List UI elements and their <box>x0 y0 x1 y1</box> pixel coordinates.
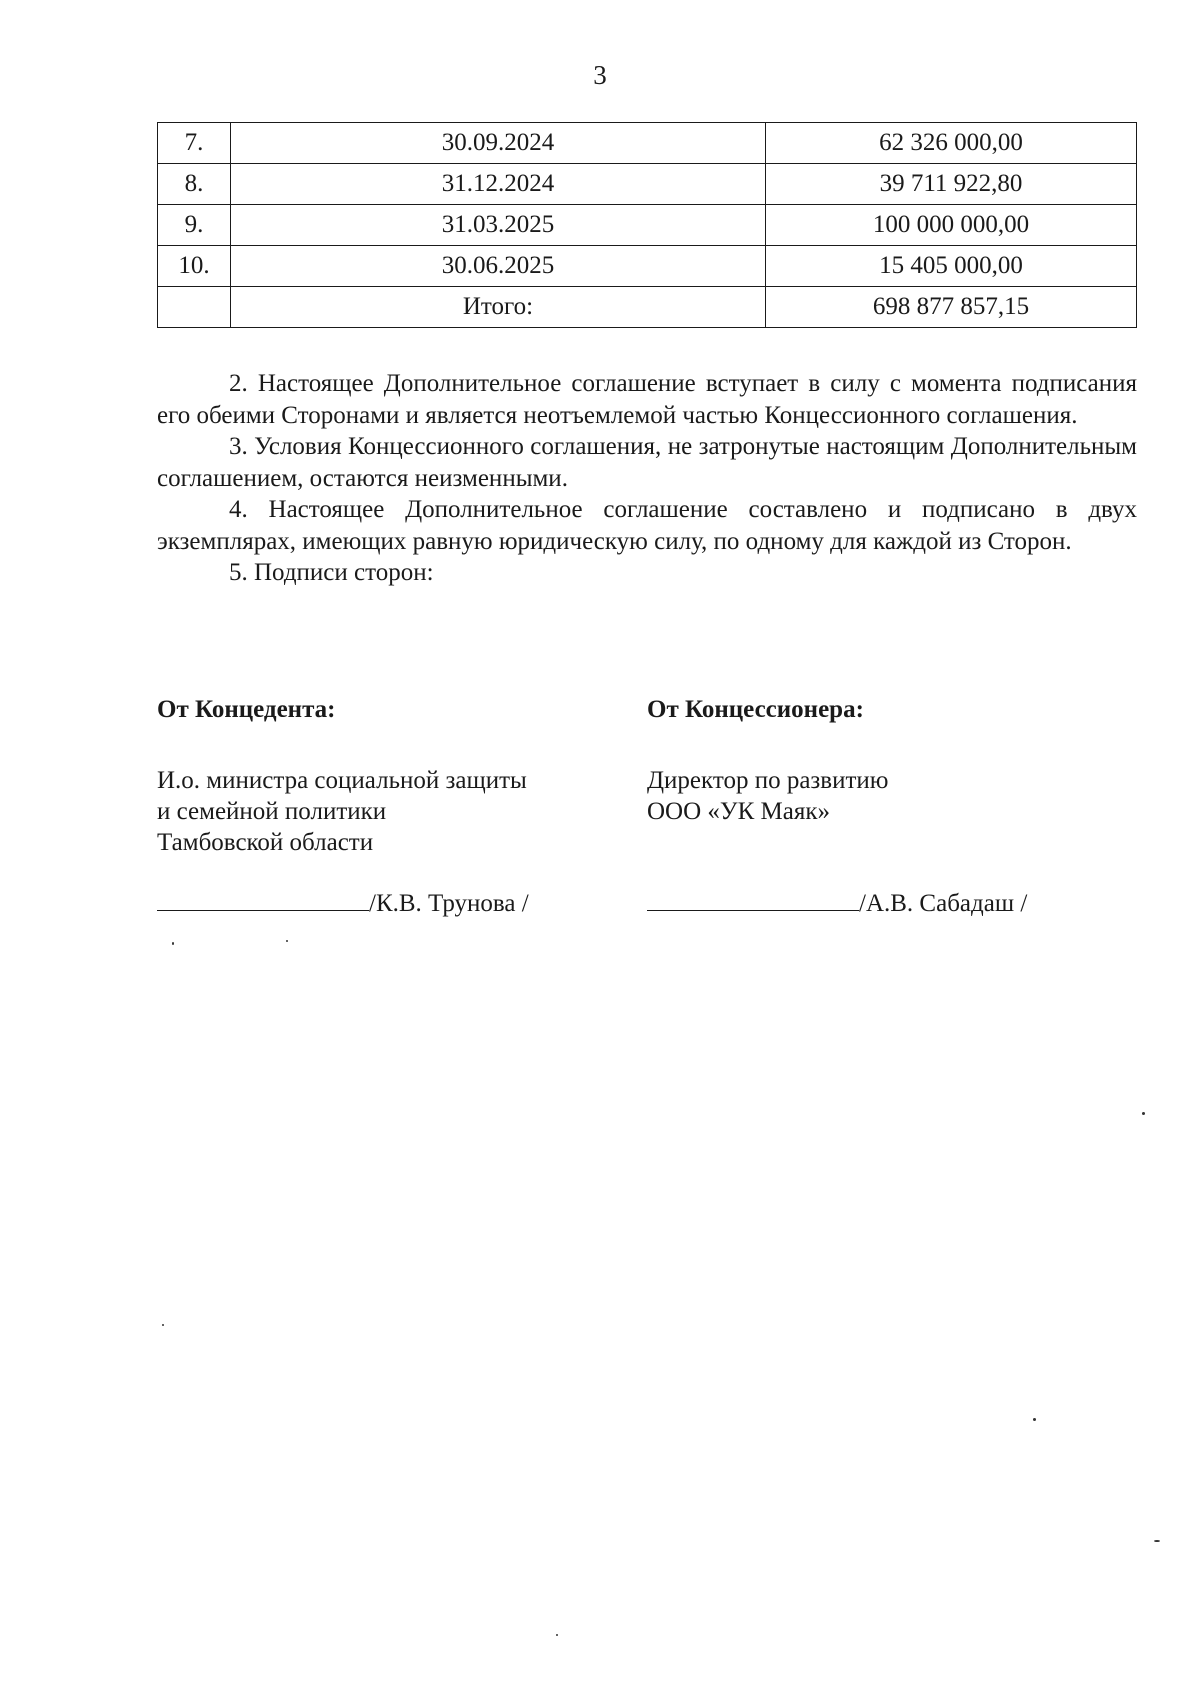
grantor-role <box>157 765 627 858</box>
row-amount: 15 405 000,00 <box>766 246 1137 287</box>
grantor-role-line: и семейной политики <box>157 798 387 825</box>
row-number: 10. <box>158 246 231 287</box>
clause-4: 4. Настоящее Дополнительное соглашение составлено и подписано в двух экземплярах, имеющих равную юридическую силу, по одному для каждой из Сторон. <box>157 496 1137 555</box>
table-total-row <box>158 287 1137 328</box>
grantor-role-line: И.о. министра социальной защиты <box>157 767 527 794</box>
scan-speck <box>162 1324 164 1326</box>
agreement-clauses <box>157 368 1137 589</box>
scan-speck <box>286 940 288 942</box>
grantor-role-line: Тамбовской области <box>157 829 374 856</box>
table-row <box>158 246 1137 287</box>
concessionaire-signature-line <box>647 890 1027 918</box>
concessionaire-role <box>647 765 1137 827</box>
clause-3: 3. Условия Концессионного соглашения, не затронутые настоящим Дополнительным соглашением, остаются неизменными. <box>157 433 1137 492</box>
scan-speck <box>1142 1112 1145 1115</box>
scan-speck <box>1033 1418 1036 1421</box>
row-date: 30.09.2024 <box>231 123 766 164</box>
grantor-signature-block <box>157 694 627 858</box>
concessionaire-role-line: Директор по развитию <box>647 767 889 794</box>
row-amount: 100 000 000,00 <box>766 205 1137 246</box>
grantor-signature-name: /К.В. Трунова / <box>369 890 529 917</box>
scan-speck <box>1154 1540 1160 1542</box>
concessionaire-signature-name: /А.В. Сабадаш / <box>859 890 1028 917</box>
total-empty-cell <box>158 287 231 328</box>
concessionaire-role-line: ООО «УК Маяк» <box>647 798 831 825</box>
grantor-heading: От Концедента: <box>157 696 336 723</box>
concessionaire-signature-block <box>647 694 1137 827</box>
grantor-signature-line <box>157 890 529 918</box>
row-number: 7. <box>158 123 231 164</box>
row-date: 31.12.2024 <box>231 164 766 205</box>
signature-blank <box>647 890 859 911</box>
row-date: 30.06.2025 <box>231 246 766 287</box>
row-amount: 62 326 000,00 <box>766 123 1137 164</box>
concessionaire-heading: От Концессионера: <box>647 696 864 723</box>
total-amount: 698 877 857,15 <box>766 287 1137 328</box>
page-number: 3 <box>593 60 607 90</box>
table-row <box>158 164 1137 205</box>
table-row <box>158 123 1137 164</box>
row-date: 31.03.2025 <box>231 205 766 246</box>
clause-5: 5. Подписи сторон: <box>229 559 434 586</box>
clause-2: 2. Настоящее Дополнительное соглашение вступает в силу с момента подписания его обеими Сторонами и является неотъемлемой частью Концессионного соглашения. <box>157 370 1137 429</box>
total-label: Итого: <box>231 287 766 328</box>
signature-blank <box>157 890 369 911</box>
row-number: 8. <box>158 164 231 205</box>
scan-speck <box>556 1634 558 1636</box>
payment-schedule-table <box>157 122 1137 328</box>
table-row <box>158 205 1137 246</box>
row-number: 9. <box>158 205 231 246</box>
scan-speck <box>172 942 174 945</box>
row-amount: 39 711 922,80 <box>766 164 1137 205</box>
